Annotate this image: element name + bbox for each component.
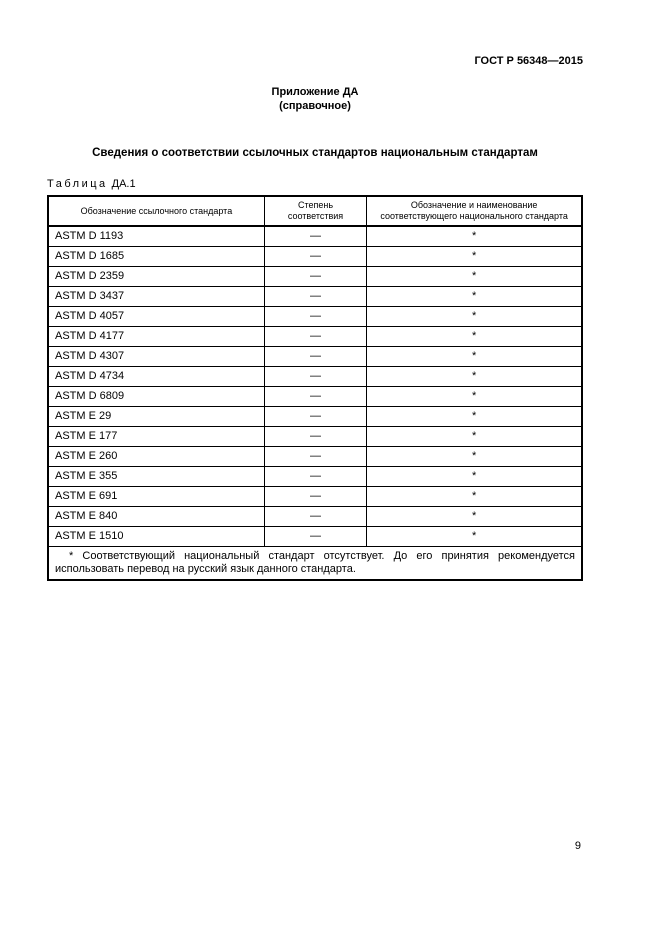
table-label-word: Таблица: [47, 178, 108, 190]
cell-reference-standard: ASTM D 3437: [48, 286, 264, 306]
section-title: Сведения о соответствии ссылочных стандартов национальным стандартам: [92, 147, 538, 159]
table-row: [48, 326, 582, 346]
cell-national-standard: *: [367, 466, 582, 486]
table-row: [48, 466, 582, 486]
cell-reference-standard: ASTM E 691: [48, 486, 264, 506]
standards-correspondence-table: [47, 195, 583, 581]
table-label: [47, 178, 583, 190]
cell-reference-standard: ASTM D 2359: [48, 266, 264, 286]
cell-reference-standard: ASTM E 260: [48, 446, 264, 466]
table-row: [48, 286, 582, 306]
table-row: [48, 486, 582, 506]
cell-reference-standard: ASTM D 1193: [48, 226, 264, 246]
footnote-cell: [48, 546, 582, 580]
cell-national-standard: *: [367, 266, 582, 286]
table-row: [48, 306, 582, 326]
cell-degree-of-correspondence: —: [264, 406, 367, 426]
cell-reference-standard: ASTM D 4307: [48, 346, 264, 366]
header-degree-of-correspondence: Степень соответствия: [264, 196, 367, 226]
page-content: [47, 55, 583, 581]
cell-degree-of-correspondence: —: [264, 246, 367, 266]
cell-national-standard: *: [367, 406, 582, 426]
cell-degree-of-correspondence: —: [264, 526, 367, 546]
table-row: [48, 266, 582, 286]
cell-national-standard: *: [367, 286, 582, 306]
cell-national-standard: *: [367, 446, 582, 466]
table-row: [48, 446, 582, 466]
cell-reference-standard: ASTM E 29: [48, 406, 264, 426]
cell-degree-of-correspondence: —: [264, 286, 367, 306]
table-row: [48, 526, 582, 546]
cell-degree-of-correspondence: —: [264, 386, 367, 406]
table-row: [48, 226, 582, 246]
cell-reference-standard: ASTM D 4177: [48, 326, 264, 346]
cell-degree-of-correspondence: —: [264, 226, 367, 246]
cell-degree-of-correspondence: —: [264, 486, 367, 506]
table-row: [48, 426, 582, 446]
cell-degree-of-correspondence: —: [264, 306, 367, 326]
document-code: ГОСТ Р 56348—2015: [474, 55, 583, 67]
cell-reference-standard: ASTM D 6809: [48, 386, 264, 406]
cell-reference-standard: ASTM E 177: [48, 426, 264, 446]
cell-national-standard: *: [367, 226, 582, 246]
cell-degree-of-correspondence: —: [264, 466, 367, 486]
cell-national-standard: *: [367, 246, 582, 266]
cell-degree-of-correspondence: —: [264, 346, 367, 366]
table-row: [48, 386, 582, 406]
table-label-number: ДА.1: [111, 178, 136, 190]
cell-national-standard: *: [367, 506, 582, 526]
cell-national-standard: *: [367, 326, 582, 346]
cell-reference-standard: ASTM D 4734: [48, 366, 264, 386]
cell-national-standard: *: [367, 306, 582, 326]
cell-national-standard: *: [367, 426, 582, 446]
table-row: [48, 346, 582, 366]
appendix-subtitle: (справочное): [279, 100, 351, 112]
cell-national-standard: *: [367, 526, 582, 546]
table-row: [48, 246, 582, 266]
table-row: [48, 366, 582, 386]
cell-reference-standard: ASTM D 4057: [48, 306, 264, 326]
cell-degree-of-correspondence: —: [264, 506, 367, 526]
cell-national-standard: *: [367, 486, 582, 506]
cell-reference-standard: ASTM D 1685: [48, 246, 264, 266]
cell-national-standard: *: [367, 346, 582, 366]
page-number: 9: [574, 840, 581, 852]
header-national-standard-designation: Обозначение и наименование соответствующего национального стандарта: [367, 196, 582, 226]
cell-degree-of-correspondence: —: [264, 366, 367, 386]
footnote-text: * Соответствующий национальный стандарт отсутствует. До его принятия рекомендуется использовать перевод на русский язык данного стандарта.: [55, 549, 575, 575]
cell-degree-of-correspondence: —: [264, 326, 367, 346]
header-reference-standard: Обозначение ссылочного стандарта: [48, 196, 264, 226]
table-header-row: [48, 196, 582, 226]
table-row: [48, 506, 582, 526]
appendix-heading: [47, 85, 583, 113]
table-row: [48, 406, 582, 426]
cell-reference-standard: ASTM E 1510: [48, 526, 264, 546]
cell-degree-of-correspondence: —: [264, 266, 367, 286]
table-footer: [48, 546, 582, 580]
cell-degree-of-correspondence: —: [264, 426, 367, 446]
cell-national-standard: *: [367, 366, 582, 386]
appendix-title: Приложение ДА: [271, 86, 359, 98]
cell-degree-of-correspondence: —: [264, 446, 367, 466]
cell-reference-standard: ASTM E 355: [48, 466, 264, 486]
cell-reference-standard: ASTM E 840: [48, 506, 264, 526]
table-body: [48, 226, 582, 546]
footnote-row: [48, 546, 582, 580]
table-header: [48, 196, 582, 226]
cell-national-standard: *: [367, 386, 582, 406]
